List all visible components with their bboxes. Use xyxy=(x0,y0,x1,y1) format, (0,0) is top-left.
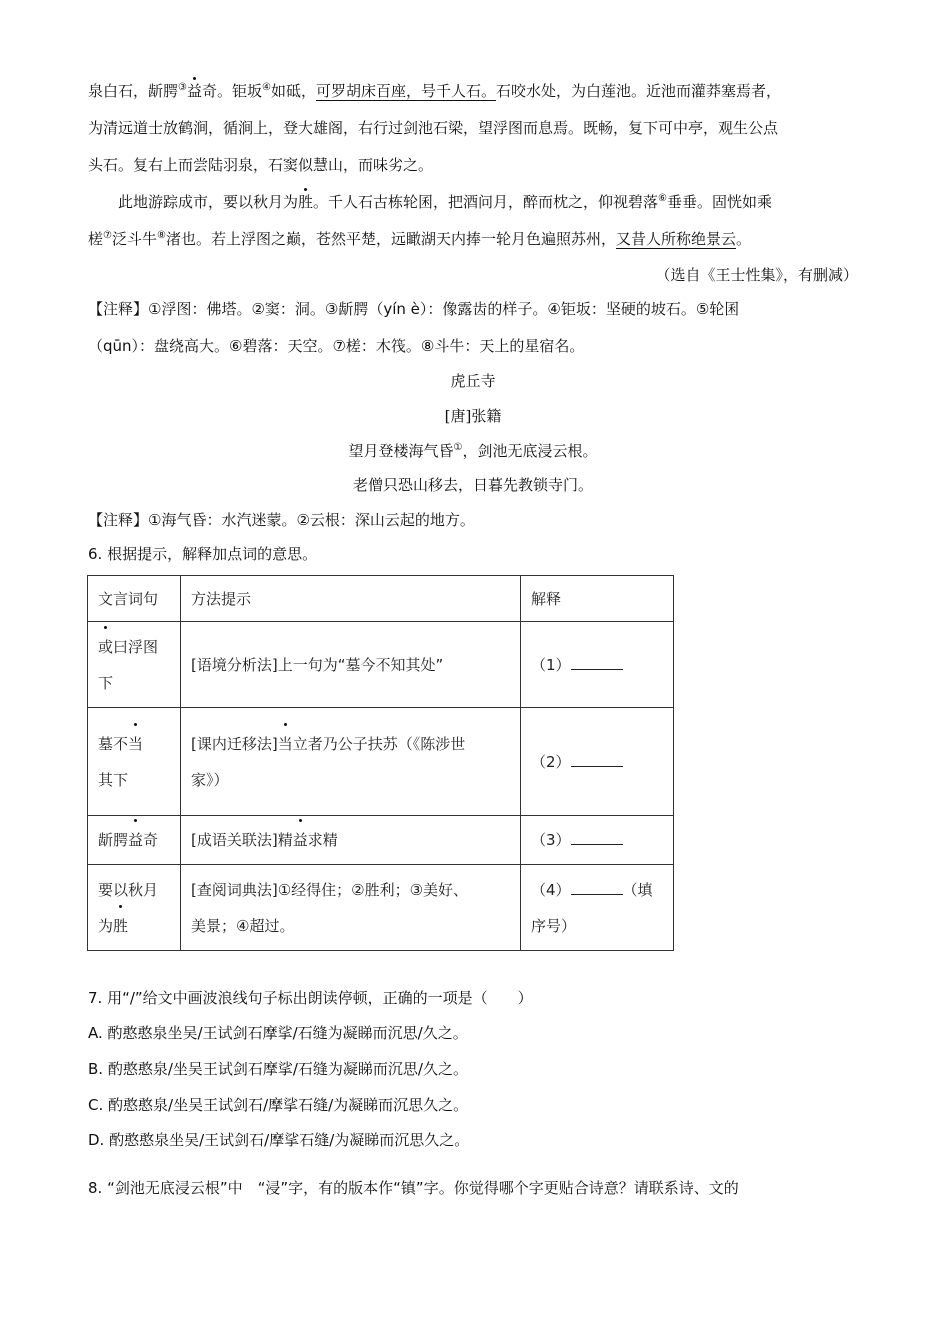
passage-line-1 xyxy=(88,80,858,102)
text: 石咬水处，为白莲池。近池而灌莽塞焉者， xyxy=(496,82,782,100)
q7-option-d[interactable]: D. 酌憨憨泉坐吴/王试剑石/摩挲石缝/为凝睇而沉思久之。 xyxy=(88,1131,470,1149)
text: 。 xyxy=(736,230,752,248)
text: 奇 xyxy=(143,831,159,849)
header-cell: 方法提示 xyxy=(181,576,521,622)
q6-table xyxy=(87,575,674,951)
text: [课内迁移法] xyxy=(191,734,278,753)
text: 其下 xyxy=(98,770,129,789)
underlined-sentence: 又昔人所称绝景云 xyxy=(615,230,736,248)
answer-cell xyxy=(521,622,674,708)
answer-cell xyxy=(521,708,674,816)
q7-option-a[interactable]: A. 酌憨憨泉坐吴/王试剑石摩挲/石缝为凝睇而沉思/久之。 xyxy=(88,1024,468,1042)
answer-cell xyxy=(521,816,674,865)
poem-line-2: 老僧只恐山移去，日暮先教锁寺门。 xyxy=(352,476,593,494)
text: （填 xyxy=(622,880,653,899)
text: 立者乃公子扶苏（《陈涉世 xyxy=(292,734,466,753)
dotted-char: 胜 xyxy=(298,193,314,211)
poem-title: 虎丘寺 xyxy=(450,372,496,390)
dotted-char: 益 xyxy=(293,822,308,858)
q7-prompt: 7. 用“/”给文中画波浪线句子标出朗读停顿，正确的一项是（ ） xyxy=(88,989,533,1007)
answer-label: （4） xyxy=(531,880,571,899)
answer-blank[interactable] xyxy=(571,830,623,845)
text: 为 xyxy=(98,916,114,935)
text: 渚也。若上浮图之巅，苍然平楚，远瞰湖天内捧一轮月色遍照苏州， xyxy=(165,230,616,248)
note-ref: ③ xyxy=(178,82,187,93)
note-ref: ① xyxy=(453,442,463,453)
text: 要以秋月 xyxy=(98,880,159,899)
note-ref: ④ xyxy=(262,82,271,93)
q6-prompt: 6. 根据提示，解释加点词的意思。 xyxy=(88,545,318,563)
text: 槎 xyxy=(88,230,104,248)
word-cell xyxy=(88,816,181,865)
text: 墓不 xyxy=(98,734,129,753)
text: 家》） xyxy=(191,770,229,789)
text: 垂垂。固恍如乘 xyxy=(667,193,773,211)
text: [成语关联法]精 xyxy=(191,831,293,849)
text: 此地游踪成市，要以秋月为 xyxy=(118,193,299,211)
dotted-char: 益 xyxy=(186,82,202,100)
text: 。千人石古栋轮囷，把酒问月，醉而枕之，仰视碧落 xyxy=(313,193,659,211)
q7-option-c[interactable]: C. 酌憨憨泉/坐吴王试剑石/摩挲石缝/为凝睇而沉思久之。 xyxy=(88,1096,469,1114)
text: 下 xyxy=(98,673,114,692)
passage-source: （选自《王士性集》，有删减） xyxy=(655,266,858,284)
text: 序号） xyxy=(531,916,577,935)
q8-prompt: 8. “剑池无底浸云根”中 “浸”字，有的版本作“镇”字。你觉得哪个字更贴合诗意？请联系诗、文的 xyxy=(88,1179,739,1197)
dotted-char: 当 xyxy=(128,726,143,762)
text: [查阅词典法]①经得住；②胜利；③美好、 xyxy=(191,880,469,899)
header-cell: 解释 xyxy=(521,576,674,622)
word-cell xyxy=(88,865,181,951)
note-ref: ⑧ xyxy=(157,230,166,241)
text: 奇。钜坂 xyxy=(202,82,263,100)
header-cell: 文言词句 xyxy=(88,576,181,622)
passage-line-5 xyxy=(88,228,858,250)
hint-cell xyxy=(181,708,521,816)
answer-blank[interactable] xyxy=(571,880,623,895)
dotted-char: 胜 xyxy=(113,908,128,944)
dotted-char: 或 xyxy=(98,629,113,665)
answer-cell xyxy=(521,865,674,951)
table-row xyxy=(88,622,674,708)
hint-cell: [语境分析法]上一句为“墓今不知其处” xyxy=(181,622,521,708)
text: 泛斗牛 xyxy=(111,230,157,248)
note-ref: ⑥ xyxy=(658,193,668,204)
note-ref: ⑦ xyxy=(103,230,112,241)
underlined-sentence: 可罗胡床百座，号千人石。 xyxy=(316,82,497,100)
word-cell xyxy=(88,622,181,708)
text: 求精 xyxy=(307,831,338,849)
hint-cell xyxy=(181,865,521,951)
answer-blank[interactable] xyxy=(571,752,623,767)
passage-line-3: 头石。复右上而尝陆羽泉，石窦似慧山，而味劣之。 xyxy=(88,156,434,174)
notes-line-2: （qūn）：盘绕高大。⑥碧落：天空。⑦槎：木筏。⑧斗牛：天上的星宿名。 xyxy=(88,337,585,355)
table-header-row xyxy=(88,576,674,622)
answer-blank[interactable] xyxy=(571,655,623,670)
poem-notes: 【注释】①海气昏：水汽迷蒙。②云根：深山云起的地方。 xyxy=(88,511,475,529)
notes-line-1: 【注释】①浮图：佛塔。②窦：洞。③龂腭（yín è）：像露齿的样子。④钜坂：坚硬的坡石。⑤轮囷 xyxy=(88,300,740,318)
poem-line-1 xyxy=(88,440,858,462)
answer-label: （2） xyxy=(531,752,571,771)
text: 如砥， xyxy=(270,82,316,100)
dotted-char: 当 xyxy=(278,726,293,762)
text: ，剑池无底浸云根。 xyxy=(462,442,598,460)
answer-label: （1） xyxy=(531,655,571,674)
text: 泉白石，龂腭 xyxy=(88,82,179,100)
passage-line-2: 为清远道士放鹤涧，循涧上，登大雄阁，右行过剑池石梁，望浮图而息焉。既畅，复下可中亭，观生公点 xyxy=(88,119,779,137)
text: 美景；④超过。 xyxy=(191,916,295,935)
text: 曰浮图 xyxy=(113,637,159,656)
dotted-char: 益 xyxy=(128,822,143,858)
passage-line-4 xyxy=(118,191,888,213)
poem-author: [唐]张籍 xyxy=(444,407,502,425)
hint-cell xyxy=(181,816,521,865)
table-row xyxy=(88,816,674,865)
text: 龂腭 xyxy=(98,831,129,849)
text: 望月登楼海气昏 xyxy=(348,442,454,460)
word-cell xyxy=(88,708,181,816)
table-row xyxy=(88,708,674,816)
table-row xyxy=(88,865,674,951)
answer-label: （3） xyxy=(531,831,571,849)
q7-option-b[interactable]: B. 酌憨憨泉/坐吴王试剑石摩挲/石缝为凝睇而沉思/久之。 xyxy=(88,1060,468,1078)
